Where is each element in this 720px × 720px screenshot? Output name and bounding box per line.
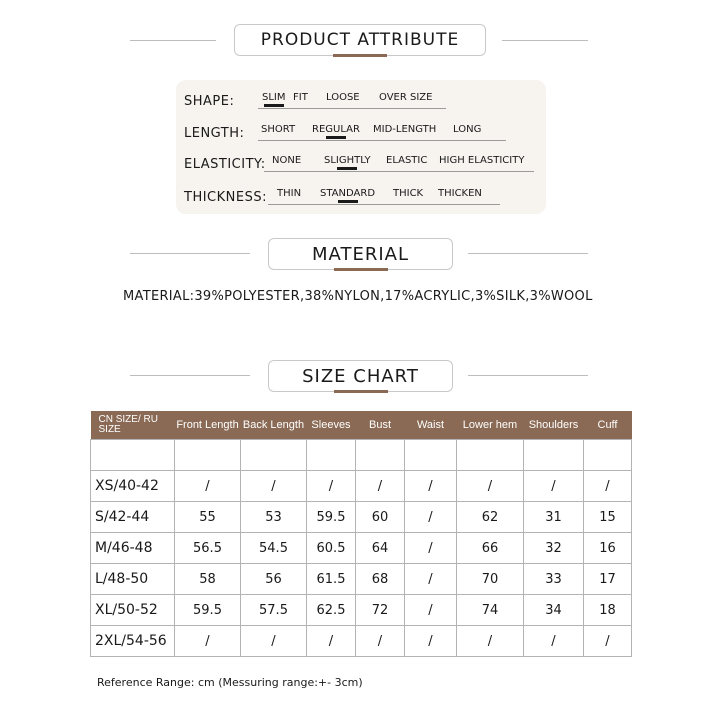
table-cell: /	[584, 626, 632, 657]
size-cell: 2XL/54-56	[91, 626, 175, 657]
table-cell: 57.5	[241, 595, 307, 626]
table-cell: /	[356, 471, 405, 502]
table-cell	[524, 440, 584, 471]
table-cell	[175, 440, 241, 471]
table-cell: 62.5	[307, 595, 356, 626]
attr-label: THICKNESS:	[184, 190, 267, 205]
attr-option-selected: SLIM	[262, 92, 286, 103]
table-row	[91, 533, 632, 564]
table-cell: 72	[356, 595, 405, 626]
divider-right	[468, 375, 588, 376]
column-header: Front Length	[175, 411, 241, 440]
attr-option: HIGH ELASTICITY	[439, 155, 525, 166]
table-cell: /	[584, 471, 632, 502]
divider-right	[468, 253, 588, 254]
size-chart-title: SIZE CHART	[302, 365, 419, 387]
material-composition: MATERIAL:39%POLYESTER,38%NYLON,17%ACRYLIC,3%SILK,3%WOOL	[123, 289, 593, 304]
table-cell: /	[356, 626, 405, 657]
attr-options-length	[258, 124, 506, 141]
table-cell: /	[307, 471, 356, 502]
table-cell: 61.5	[307, 564, 356, 595]
table-cell: /	[241, 471, 307, 502]
table-cell: 56	[241, 564, 307, 595]
table-cell: 16	[584, 533, 632, 564]
column-header: Back Length	[241, 411, 307, 440]
table-cell: /	[405, 564, 457, 595]
attr-options-elasticity	[264, 155, 534, 172]
size-cell: XS/40-42	[91, 471, 175, 502]
product-attribute-heading	[234, 24, 486, 56]
table-cell: 60	[356, 502, 405, 533]
column-header: Lower hem	[457, 411, 524, 440]
attr-option: FIT	[293, 92, 308, 103]
size-cell: S/42-44	[91, 502, 175, 533]
column-header: Bust	[356, 411, 405, 440]
table-row	[91, 471, 632, 502]
column-header: Shoulders	[524, 411, 584, 440]
table-cell	[307, 440, 356, 471]
table-cell	[457, 440, 524, 471]
divider-left	[130, 253, 250, 254]
attr-option: OVER SIZE	[379, 92, 433, 103]
table-cell: 60.5	[307, 533, 356, 564]
table-cell: 18	[584, 595, 632, 626]
attr-option-selected: SLIGHTLY	[324, 155, 371, 166]
table-cell: 62	[457, 502, 524, 533]
column-header: Sleeves	[307, 411, 356, 440]
material-title: MATERIAL	[312, 243, 409, 265]
table-cell: 59.5	[307, 502, 356, 533]
table-cell: 74	[457, 595, 524, 626]
attr-options-thickness	[268, 188, 500, 205]
table-cell: /	[405, 471, 457, 502]
table-cell: /	[524, 471, 584, 502]
table-cell: 31	[524, 502, 584, 533]
table-row	[91, 502, 632, 533]
table-cell: /	[241, 626, 307, 657]
attr-option: ELASTIC	[386, 155, 428, 166]
table-cell: 66	[457, 533, 524, 564]
attr-option: LOOSE	[326, 92, 360, 103]
column-header: Waist	[405, 411, 457, 440]
table-cell: 55	[175, 502, 241, 533]
table-row	[91, 564, 632, 595]
table-cell: /	[405, 502, 457, 533]
size-cell: M/46-48	[91, 533, 175, 564]
divider-right	[502, 40, 588, 41]
table-cell: 59.5	[175, 595, 241, 626]
table-cell: /	[405, 595, 457, 626]
table-header-row	[91, 411, 632, 440]
size-cell: XL/50-52	[91, 595, 175, 626]
column-header: Cuff	[584, 411, 632, 440]
attr-option: NONE	[272, 155, 302, 166]
table-cell: 56.5	[175, 533, 241, 564]
size-cell: L/48-50	[91, 564, 175, 595]
attr-option: THICK	[393, 188, 424, 199]
table-cell: 70	[457, 564, 524, 595]
table-cell: /	[524, 626, 584, 657]
product-attribute-title: PRODUCT ATTRIBUTE	[260, 30, 460, 50]
table-cell	[241, 440, 307, 471]
table-cell: 34	[524, 595, 584, 626]
heading-accent	[334, 390, 388, 393]
table-cell: /	[307, 626, 356, 657]
table-row	[91, 626, 632, 657]
attr-option: LONG	[453, 124, 482, 135]
size-chart-table	[90, 411, 631, 657]
table-cell: 58	[175, 564, 241, 595]
column-header: CN SIZE/ RU SIZE	[91, 411, 175, 440]
attr-label: ELASTICITY:	[184, 157, 266, 172]
attr-label: SHAPE:	[184, 94, 235, 109]
material-heading	[268, 238, 453, 270]
table-cell: 32	[524, 533, 584, 564]
attr-option: SHORT	[261, 124, 296, 135]
heading-accent	[333, 54, 387, 57]
table-cell	[405, 440, 457, 471]
attr-option: MID-LENGTH	[373, 124, 437, 135]
size-chart-heading	[268, 360, 453, 392]
table-cell: 15	[584, 502, 632, 533]
table-cell: 53	[241, 502, 307, 533]
table-cell: 68	[356, 564, 405, 595]
table-cell: 17	[584, 564, 632, 595]
attr-option: THIN	[277, 188, 302, 199]
table-cell: /	[457, 471, 524, 502]
heading-accent	[334, 268, 388, 271]
table-cell	[356, 440, 405, 471]
table-cell: /	[175, 626, 241, 657]
reference-note: Reference Range: cm (Messuring range:+- 3cm)	[97, 676, 363, 689]
divider-left	[130, 375, 250, 376]
attribute-panel	[176, 80, 546, 214]
table-row	[91, 595, 632, 626]
attr-row-elasticity	[184, 152, 266, 172]
divider-left	[130, 40, 216, 41]
table-cell: 33	[524, 564, 584, 595]
attr-row-shape	[184, 89, 234, 109]
table-cell	[584, 440, 632, 471]
attr-option: THICKEN	[438, 188, 482, 199]
attr-row-thickness	[184, 185, 267, 205]
table-cell: 64	[356, 533, 405, 564]
table-cell	[91, 440, 175, 471]
table-row-spacer	[91, 440, 632, 471]
attr-option-selected: STANDARD	[320, 188, 376, 199]
table-cell: /	[405, 533, 457, 564]
attr-row-length	[184, 121, 244, 141]
attr-option-selected: REGULAR	[312, 124, 360, 135]
table-cell: /	[175, 471, 241, 502]
attr-label: LENGTH:	[184, 126, 245, 141]
attr-options-shape	[258, 92, 446, 109]
table-cell: /	[457, 626, 524, 657]
table-cell: /	[405, 626, 457, 657]
table-cell: 54.5	[241, 533, 307, 564]
